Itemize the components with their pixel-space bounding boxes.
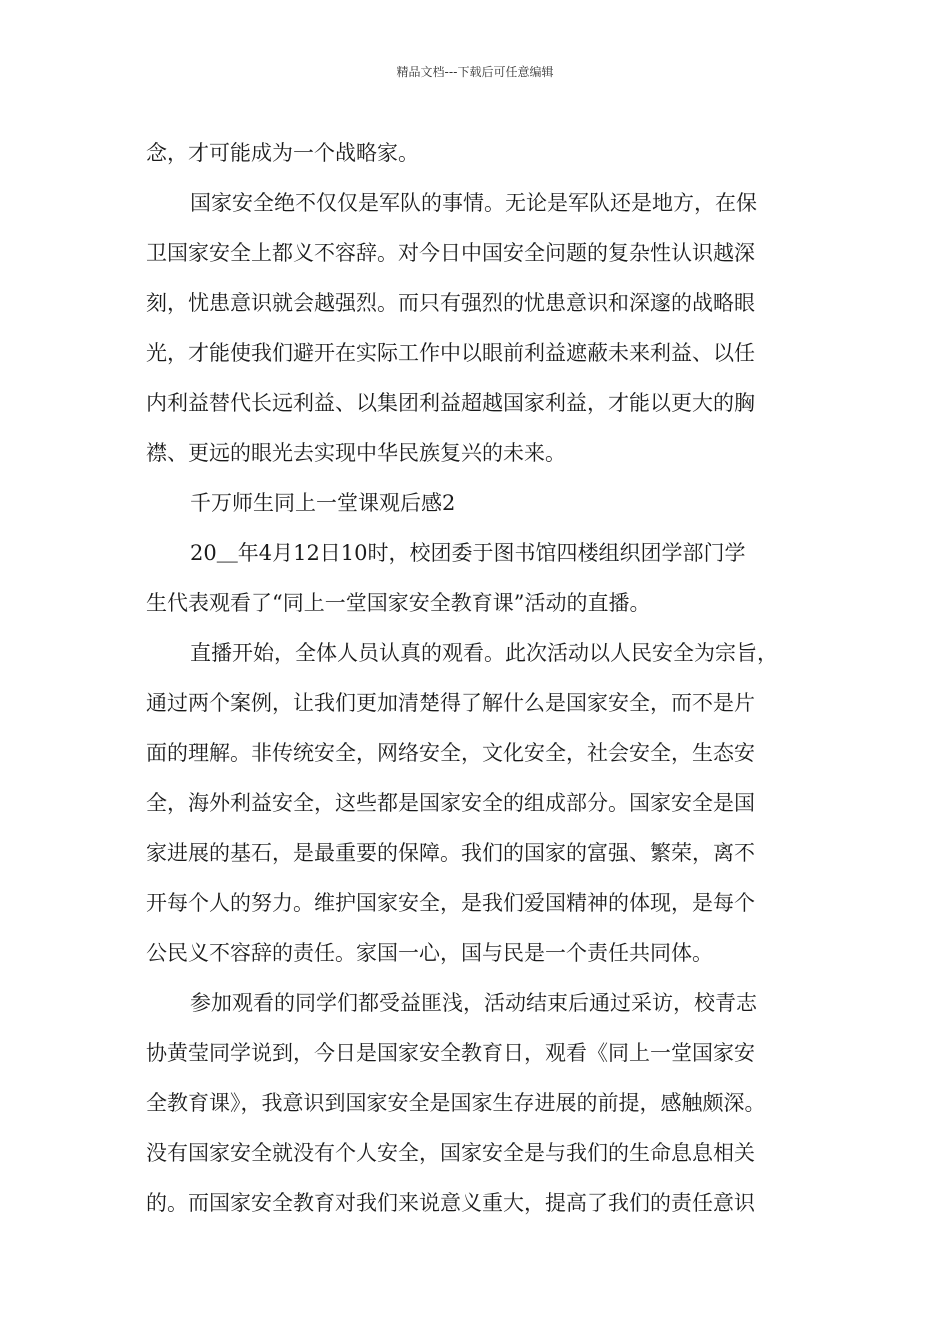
text-line: 内利益替代长远利益、以集团利益超越国家利益，才能以更大的胸 (146, 391, 755, 415)
text-line: 千万师生同上一堂课观后感2 (190, 491, 456, 515)
text-line: 参加观看的同学们都受益匪浅，活动结束后通过采访，校青志 (190, 991, 757, 1015)
page-header: 精品文档---下载后可任意编辑 (396, 65, 554, 79)
text-line: 直播开始，全体人员认真的观看。此次活动以人民安全为宗旨， (190, 641, 778, 665)
text-line: 光，才能使我们避开在实际工作中以眼前利益遮蔽未来利益、以任 (146, 341, 755, 365)
text-line: 20＿年4月12日10时，校团委于图书馆四楼组织团学部门学 (190, 541, 746, 565)
text-line: 通过两个案例，让我们更加清楚得了解什么是国家安全，而不是片 (146, 691, 755, 715)
text-line: 卫国家安全上都义不容辞。对今日中国安全问题的复杂性认识越深 (146, 241, 755, 265)
document-body (146, 128, 816, 1228)
text-line: 开每个人的努力。维护国家安全，是我们爱国精神的体现，是每个 (146, 891, 755, 915)
text-line: 全教育课》，我意识到国家安全是国家生存进展的前提，感触颇深。 (146, 1091, 766, 1115)
text-line: 的。而国家安全教育对我们来说意义重大，提高了我们的责任意识 (146, 1191, 755, 1215)
text-line: 襟、更远的眼光去实现中华民族复兴的未来。 (146, 441, 566, 465)
text-line: 国家安全绝不仅仅是军队的事情。无论是军队还是地方，在保 (190, 191, 757, 215)
text-line: 全，海外利益安全，这些都是国家安全的组成部分。国家安全是国 (146, 791, 755, 815)
text-line: 生代表观看了“同上一堂国家安全教育课”活动的直播。 (146, 591, 651, 615)
text-line: 协黄莹同学说到，今日是国家安全教育日，观看《同上一堂国家安 (146, 1041, 755, 1065)
text-line: 面的理解。非传统安全，网络安全，文化安全，社会安全，生态安 (146, 741, 755, 765)
text-line: 没有国家安全就没有个人安全，国家安全是与我们的生命息息相关 (146, 1141, 755, 1165)
text-line: 家进展的基石，是最重要的保障。我们的国家的富强、繁荣，离不 (146, 841, 755, 865)
text-line: 刻，忧患意识就会越强烈。而只有强烈的忧患意识和深邃的战略眼 (146, 291, 755, 315)
text-line: 念，才可能成为一个战略家。 (146, 141, 419, 165)
text-line: 公民义不容辞的责任。家国一心，国与民是一个责任共同体。 (146, 941, 713, 965)
